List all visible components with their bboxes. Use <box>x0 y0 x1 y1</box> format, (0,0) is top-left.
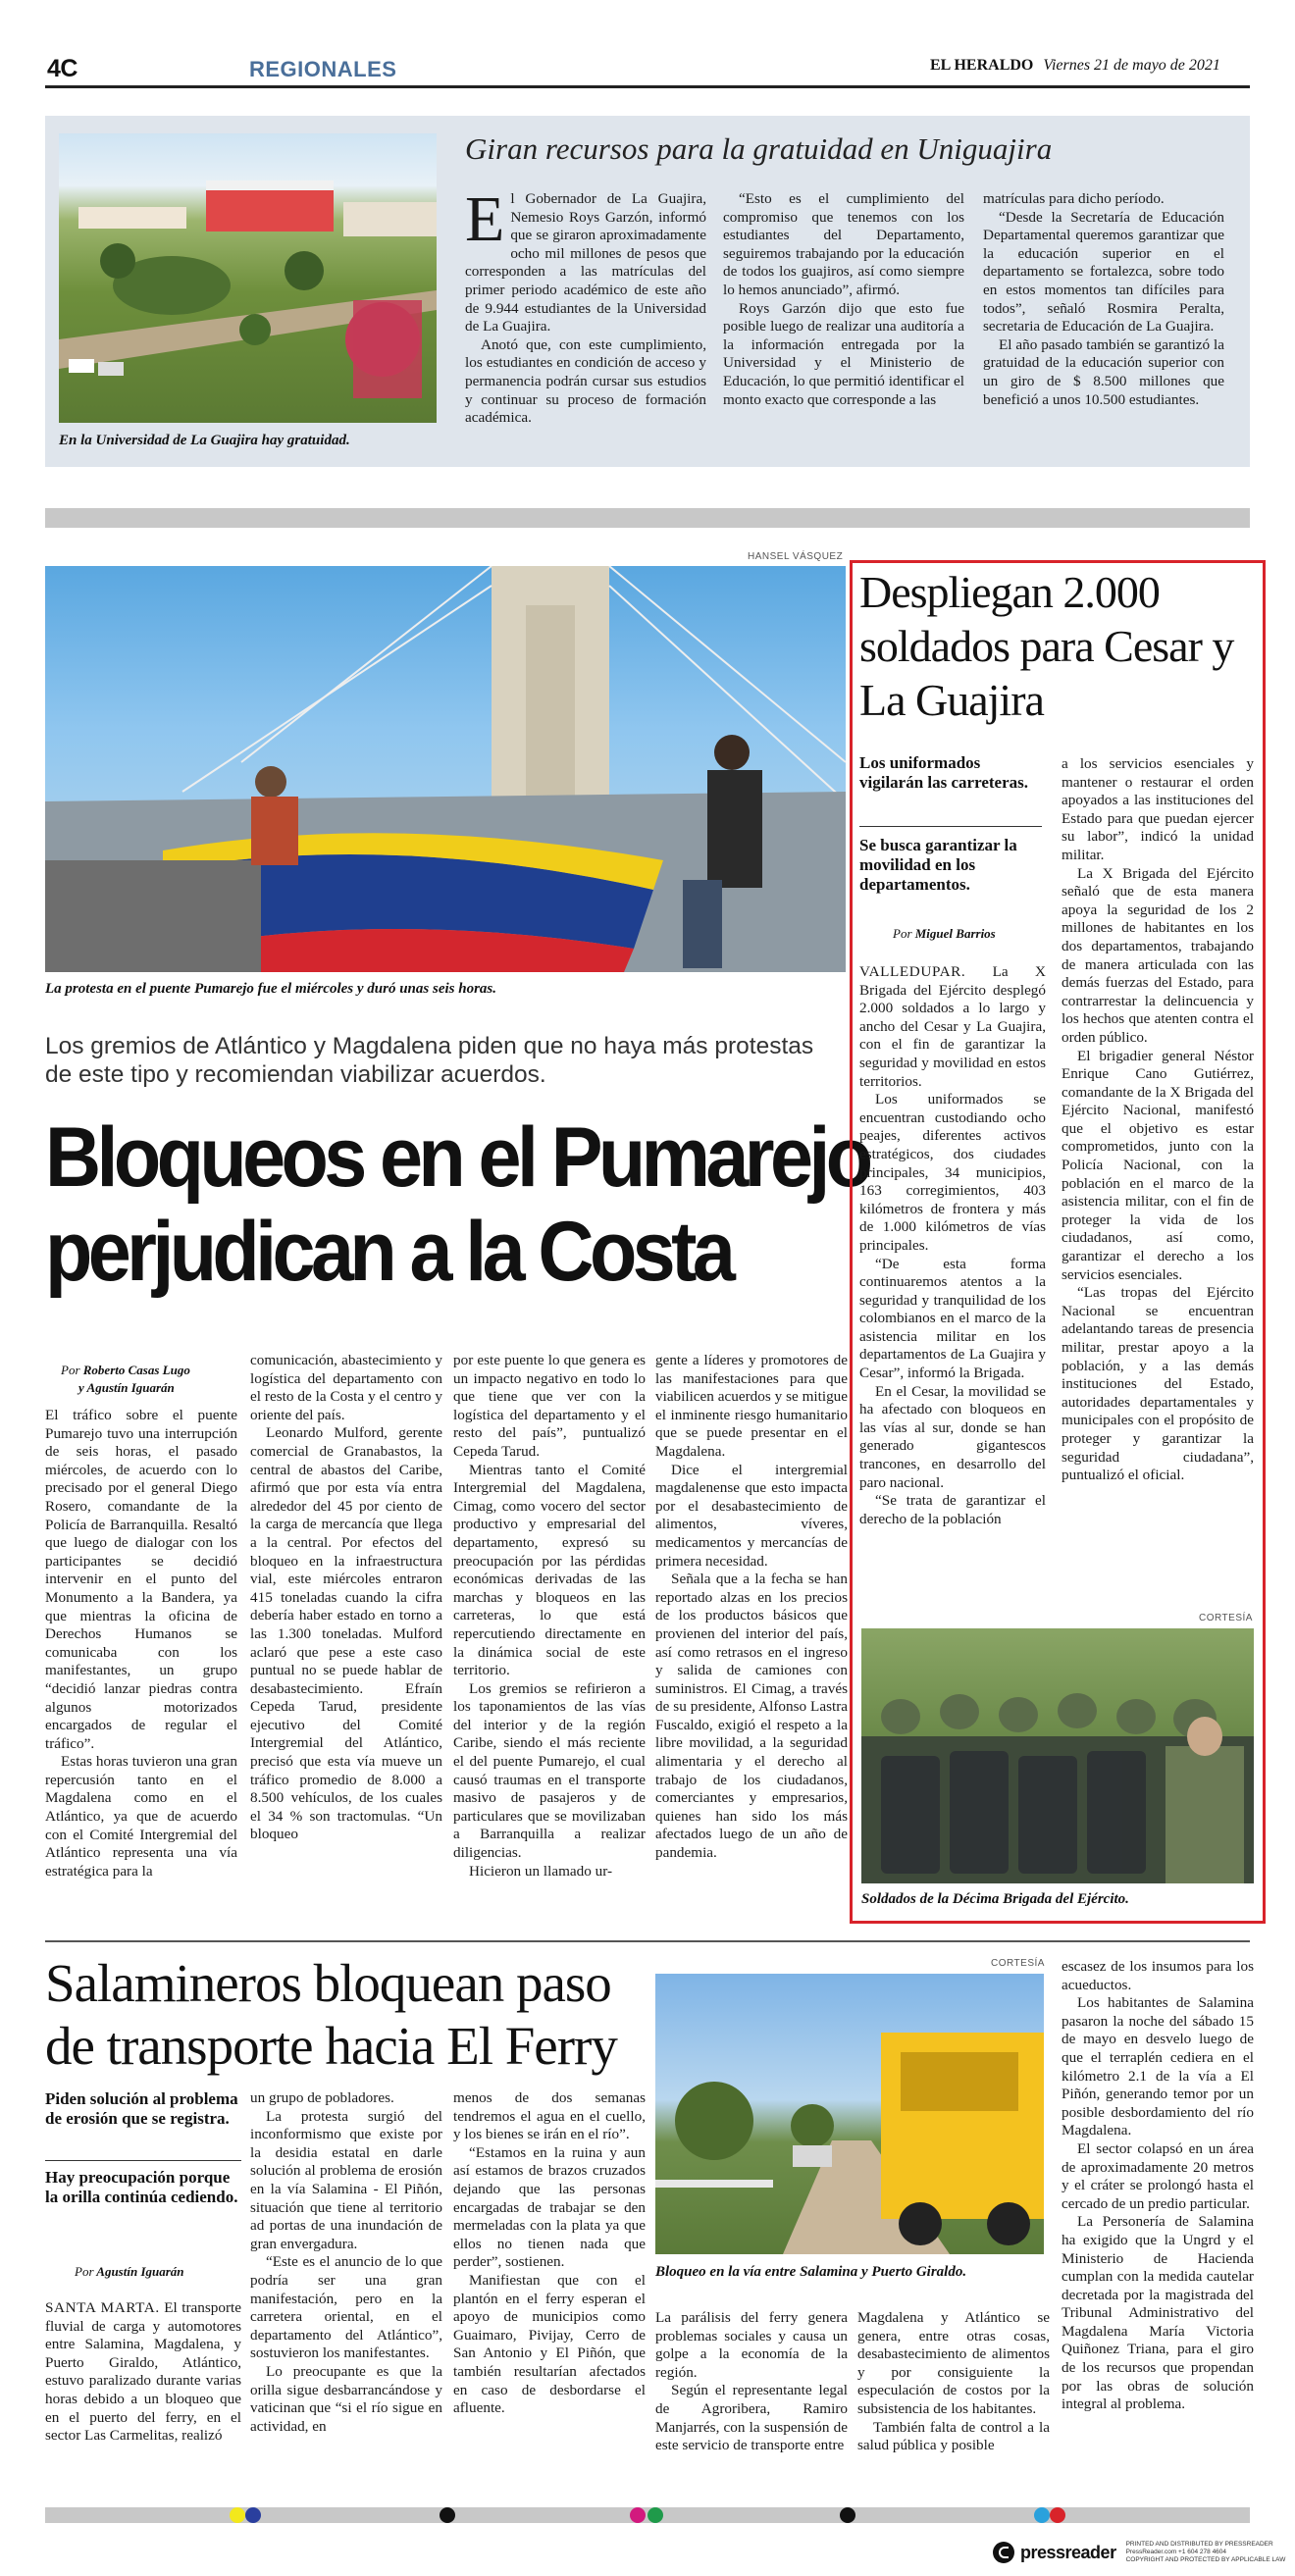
photo-caption: En la Universidad de La Guajira hay gratuidad. <box>59 433 350 448</box>
pressreader-brand: pressreader <box>1020 2542 1116 2562</box>
section-name: REGIONALES <box>249 57 397 81</box>
paper-name: EL HERALDO <box>930 57 1034 74</box>
cyan-mark-icon <box>1034 2507 1050 2523</box>
author: y Agustín Iguarán <box>78 1380 175 1395</box>
paragraph: “Esto es el cumplimiento del compromiso que tenemos con los estudiantes del Departamento, seguiremos trabajando por la educación de todos los guajiros, así como siempre lo hemos anunciado”, afirmó. <box>723 190 964 298</box>
bridge-protest-photo <box>45 566 846 972</box>
paragraph: gente a líderes y promotores de las manifestaciones para que viabilicen acuerdos y se mitigue el inminente riesgo humanitario que se puede presentar en el Magdalena. <box>655 1352 848 1460</box>
magenta-mark-icon <box>630 2507 646 2523</box>
story4-col2 <box>250 2089 442 2496</box>
headline-line: Bloqueos en el Pumarejo <box>45 1110 869 1205</box>
paragraph: l Gobernador de La Guajira, Nemesio Roys Garzón, informó que se giraron aproximadamente ocho mil millones de pesos que corresponden a las matrículas del primer periodo académico de este año de 9.944 estudiantes de la Universidad de La Guajira. <box>465 190 706 335</box>
byline <box>61 1362 190 1397</box>
paragraph: Estas horas tuvieron una gran repercusión tanto en el Magdalena como en el Atlántico, ya que de acuerdo con el Comité Intergremial del Atlántico representa una vía estratégica para la <box>45 1753 237 1880</box>
paragraph: Dice el intergremial magdalenense que esto impacta por el desabastecimiento de alimentos, víveres, medicamentos y mercancías de primera necesidad. <box>655 1461 848 1570</box>
story4-col5 <box>857 2309 1050 2496</box>
pressreader-note: PRINTED AND DISTRIBUTED BY PRESSREADER <box>1125 2541 1273 2548</box>
dateline: SANTA MARTA. <box>45 2299 160 2316</box>
paragraph: matrículas para dicho período. <box>983 190 1165 207</box>
bridge-illustration <box>45 566 846 972</box>
masthead <box>930 57 1220 75</box>
byline <box>75 2264 184 2280</box>
paragraph: Leonardo Mulford, gerente comercial de Granabastos, la central de abastos del Caribe, afirmó que por esta vía entra alrededor del 45 por ciento de la carga de mercancía que llega a la central. Por efectos del bloqueo en la infraestructura vial, este miércoles entraron 415 toneladas cuando la cifra debería haber estado en torno a las 1.300 toneladas. Mulford aclaró que pese a este caso puntual no se puede hablar de desabastecimiento. Efraín Cepeda Tarud, presidente ejecutivo del Comité Intergremial del Atlántico, precisó que esta vía mueve un tráfico promedio de 8.000 a 8.500 vehículos, de los cuales el 34 % son tractomulas. “Un bloqueo <box>250 1424 442 1843</box>
story2-col4 <box>655 1352 848 1902</box>
story4-col6 <box>1062 1958 1254 2496</box>
paragraph: “Este es el anuncio de lo que podría ser una gran manifestación, pero en la carretera oriental, en el departamento del Atlántico”, sostuvieron los manifestantes. <box>250 2253 442 2362</box>
black-mark-icon <box>840 2507 855 2523</box>
story4-col3 <box>453 2089 646 2496</box>
pressreader-info <box>1126 2541 1286 2564</box>
summary: Los uniformados vigilarán las carreteras. <box>859 753 1029 792</box>
green-mark-icon <box>648 2507 663 2523</box>
author: Agustín Iguarán <box>96 2264 184 2279</box>
paragraph: La X Brigada del Ejército señaló que de esta manera apoya la seguridad de los 2 millones de habitantes en los dos departamentos, trabajando de manera articulada con las demás fuerzas del Estado, para contrarrestar la delincuencia y los hechos que atenten contra el orden público. <box>1062 864 1254 1046</box>
header-rule <box>45 85 1250 88</box>
pressreader-url: PressReader.com +1 604 278 4604 <box>1125 2549 1227 2555</box>
paragraph: La Personería de Salamina ha exigido que la Ungrd y el Ministerio de Hacienda cumplan con la medida cautelar decretada por la magistrada del Tribunal Administrativo del Magdalena María Victoria Quiñonez Triana, para el giro de los recursos que propendan por las obras de solución integral al problema. <box>1062 2213 1254 2413</box>
story1-col1 <box>465 190 706 455</box>
deck: Los gremios de Atlántico y Magdalena piden que no haya más protestas de este tipo y recomiendan viabilizar acuerdos. <box>45 1033 814 1088</box>
paragraph: El sector colapsó en un área de aproximadamente 20 metros y el cráter se prolongó hasta el cercado de un predio particular. <box>1062 2139 1254 2212</box>
paragraph: Hicieron un llamado ur- <box>469 1862 613 1880</box>
paragraph: Mientras tanto el Comité Intergremial del Magdalena, Cimag, como vocero del sector productivo y empresarial del departamento, expresó su preocupación por las pérdidas económicas derivadas de las marchas y bloqueos en las carreteras, lo que está repercutiendo directamente en la dinámica social de este territorio. <box>453 1461 646 1679</box>
story1-col3 <box>983 190 1224 455</box>
summary: Piden solución al problema de erosión que se registra. <box>45 2089 238 2128</box>
red-mark-icon <box>1050 2507 1065 2523</box>
photo-credit: CORTESÍA <box>1199 1613 1253 1623</box>
byline-prefix: Por <box>61 1363 80 1377</box>
photo-credit: HANSEL VÁSQUEZ <box>748 551 844 562</box>
blue-mark-icon <box>245 2507 261 2523</box>
paragraph: Señala que a la fecha se han reportado alzas en los precios de los productos básicos que provienen del interior del país, así como retrasos en el ingreso y salida de camiones con suministros. El Cimag, a través de su presidente, Alfonso Lastra Fuscaldo, exigió el respeto a la libre movilidad, a la seguridad alimentaria y el derecho al trabajo de los ciudadanos, comerciantes y empresarios, quienes han sido los más afectados luego de un año de pandemia. <box>655 1571 848 1862</box>
paragraph <box>45 2299 241 2446</box>
paragraph: “Desde la Secretaría de Educación Departamental queremos garantizar que la educación superior en el departamento se fortalezca, sobre todo en estos momentos tan difíciles para todos”, señaló Rosmira Peralta, secretaria de Educación de La Guajira. <box>983 208 1224 335</box>
story2-col3 <box>453 1352 646 1902</box>
pressreader-copyright: COPYRIGHT AND PROTECTED BY APPLICABLE LAW <box>1125 2556 1286 2563</box>
road-illustration <box>655 1974 1044 2254</box>
paragraph-text: La X Brigada del Ejército desplegó 2.000 soldados a lo largo y ancho del Cesar y La Guajira, con el fin de garantizar la seguridad y movilidad en estos territorios. <box>859 963 1046 1090</box>
summary: Se busca garantizar la movilidad en los departamentos. <box>859 836 1017 894</box>
paragraph: comunicación, abastecimiento y logística del departamento con el resto de la Costa y el centro y oriente del país. <box>250 1352 442 1423</box>
paragraph: Los habitantes de Salamina pasaron la noche del sábado 15 de mayo en desvelo luego de que el terraplén cediera en el kilómetro 2.1 de la vía a El Piñón, generando temor por un posible desbordamiento del río Magdalena. <box>1062 1994 1254 2139</box>
paragraph: “Las tropas del Ejército Nacional se encuentran adelantando tareas de presencia militar, prestar apoyo a la población, y a las demás instituciones del Estado, autoridades departamentales y municipales con el propósito de proteger y garantizar la seguridad ciudadana”, puntualizó el oficial. <box>1062 1284 1254 1484</box>
byline-prefix: Por <box>893 926 912 941</box>
photo-caption: La protesta en el puente Pumarejo fue el miércoles y duró unas seis horas. <box>45 981 497 997</box>
paragraph: También falta de control a la salud pública y posible <box>857 2418 1050 2454</box>
campus-illustration <box>59 133 437 423</box>
paragraph: Anotó que, con este cumplimiento, los estudiantes en condición de acceso y permanencia podrán cursar sus estudios y continuar su proceso de formación académica. <box>465 335 706 427</box>
story3-col1 <box>859 963 1046 1567</box>
paragraph: “De esta forma continuaremos atentos a la seguridad y tranquilidad de los colombianos en el marco de la asistencia militar en los departamentos de La Guajira y Cesar”, informó la Brigada. <box>859 1255 1046 1382</box>
section-rule <box>45 1940 1250 1942</box>
paragraph: El año pasado también se garantizó la gratuidad de la educación superior con un giro de $ 8.500 millones que benefició a unos 10.500 estudiantes. <box>983 335 1224 408</box>
paragraph <box>859 963 1046 1091</box>
story1-col2 <box>723 190 964 455</box>
byline <box>893 926 996 942</box>
paragraph: El tráfico sobre el puente Pumarejo tuvo una interrupción de seis horas, el pasado miércoles, de acuerdo con lo precisado por el general Diego Rosero, comandante de la Policía de Barranquilla. Resaltó que luego de dialogar con los participantes se decidió intervenir en el punto del Monumento a la Bandera, ya que mientras la oficina de Derechos Humanos se comunicaba con los manifestantes, un grupo “decidió lanzar piedras contra algunos motorizados encargados de regular el tráfico”. <box>45 1407 237 1752</box>
yellow-mark-icon <box>230 2507 245 2523</box>
pressreader-badge <box>993 2541 1285 2564</box>
photo-caption: Soldados de la Décima Brigada del Ejército. <box>861 1891 1129 1907</box>
soldiers-photo <box>861 1628 1254 1883</box>
paragraph: Roys Garzón dijo que esto fue posible luego de realizar una auditoría a la información entregada por la Universidad y el Ministerio de Educación, lo que permitió identificar el monto exacto que corresponde a las <box>723 299 964 408</box>
university-photo <box>59 133 437 423</box>
headline: Giran recursos para la gratuidad en Uniguajira <box>465 131 1053 166</box>
story4-col1 <box>45 2299 241 2496</box>
paragraph: menos de dos semanas tendremos el agua en el cuello, y los bienes se irán en el río”. <box>453 2089 646 2143</box>
story2-col2 <box>250 1352 442 1902</box>
dateline: VALLEDUPAR. <box>859 963 966 980</box>
paragraph: escasez de los insumos para los acueductos. <box>1062 1958 1254 1993</box>
photo-caption: Bloqueo en la vía entre Salamina y Puerto Giraldo. <box>655 2264 967 2280</box>
headline: Despliegan 2.000 soldados para Cesar y La Guajira <box>859 567 1234 725</box>
soldiers-illustration <box>861 1628 1254 1883</box>
byline-prefix: Por <box>75 2264 94 2279</box>
story4-col4 <box>655 2309 848 2496</box>
paragraph: Los gremios se refirieron a los taponamientos de las vías del interior y de la región Caribe, siendo el más reciente el del puente Pumarejo, el cual causó traumas en el transporte masivo de pasajeros y de particulares que se movilizaban a Barranquilla a realizar diligencias. <box>453 1679 646 1862</box>
pressreader-logo-icon <box>993 2542 1014 2563</box>
summary-rule <box>859 826 1042 827</box>
paragraph: a los servicios esenciales y mantener o restaurar el orden apoyados a las instituciones del Estado para que puedan ejercer su labor”, indicó la unidad militar. <box>1062 755 1254 863</box>
headline-line: perjudican a la Costa <box>45 1205 732 1299</box>
paragraph: En el Cesar, la movilidad se ha afectado con bloqueos en las vías al sur, donde se han generado gigantescos trancones, en desarrollo del paro nacional. <box>859 1382 1046 1491</box>
paragraph: Manifiestan que con el plantón en el ferry esperan el apoyo de municipios como Guaimaro, Pivijay, Cerro de San Antonio y El Piñón, que también resultarían afectados en caso de desbordarse el afluente. <box>453 2271 646 2417</box>
summary: Hay preocupación porque la orilla continúa cediendo. <box>45 2168 238 2206</box>
paragraph: Magdalena y Atlántico se genera, entre otras cosas, desabastecimiento de alimentos y por consiguiente la especulación de costos por la subsistencia de los habitantes. <box>857 2309 1050 2417</box>
headline <box>45 1110 868 1299</box>
section-divider <box>45 508 1250 528</box>
paragraph: Los uniformados se encuentran custodiando ocho peajes, diferentes activos estratégicos, dos ciudades principales, 34 municipios, 163 corregimientos, 403 kilómetros de frontera y más de 1.000 kilómetros de vías principales. <box>859 1091 1046 1254</box>
photo-credit: CORTESÍA <box>991 1958 1045 1969</box>
paragraph: El brigadier general Néstor Enrique Cano Gutiérrez, comandante de la X Brigada del Ejército Nacional, manifestó que el objetivo es estar comprometidos, junto con la Policía Nacional, con la población en el marco de la asistencia militar, con el fin de proteger la vida de los ciudadanos, así como, garantizar el derecho a los servicios esenciales. <box>1062 1047 1254 1283</box>
road-blockade-photo <box>655 1974 1044 2254</box>
author: Roberto Casas Lugo <box>82 1363 190 1377</box>
issue-date: Viernes 21 de mayo de 2021 <box>1043 57 1220 74</box>
black-mark-icon <box>440 2507 455 2523</box>
paragraph: por este puente lo que genera es un impacto negativo en todo lo que tiene que ver con la logística del departamento y el resto del país”, puntualizó Cepeda Tarud. <box>453 1352 646 1460</box>
paragraph: La parálisis del ferry genera problemas sociales y causa un golpe a la economía de la región. <box>655 2309 848 2381</box>
headline <box>45 1952 617 2078</box>
summary-rule <box>45 2160 241 2161</box>
story3-col2 <box>1062 755 1254 1589</box>
story2-col1 <box>45 1407 237 1902</box>
author: Miguel Barrios <box>914 926 996 941</box>
paragraph: La protesta surgió del inconformismo que existe por la desidia estatal en darle solución al problema de erosión en la vía Salamina - El Piñón, situación que tiene al territorio ad portas de una inundación de gran envergadura. <box>250 2107 442 2252</box>
page-number: 4C <box>47 55 78 82</box>
paragraph: un grupo de pobladores. <box>250 2089 394 2106</box>
headline-line: de transporte hacia El Ferry <box>45 2016 617 2076</box>
drop-cap: E <box>465 190 505 255</box>
headline-line: Salamineros bloquean paso <box>45 1953 611 2013</box>
paragraph: “Estamos en la ruina y aun así estamos de brazos cruzados dejando que las personas encargadas de trabajar se den mermeladas con la plata ya que ellos no tienen nada que perder”, sostienen. <box>453 2143 646 2271</box>
paragraph: Lo preocupante es que la orilla sigue desbarrancándose y vaticinan que “si el río sigue en actividad, en <box>250 2362 442 2435</box>
paragraph-text: El transporte fluvial de carga y automotores entre Salamina, Magdalena, y Puerto Giraldo, Atlántico, estuvo paralizado durante varias horas debido a un bloqueo que en el puerto del ferry, en el sector Las Carmelitas, realizó <box>45 2299 241 2445</box>
paragraph: Según el representante legal de Agroribera, Ramiro Manjarrés, con la suspensión de este servicio de transporte entre <box>655 2382 848 2454</box>
registration-marks <box>0 2507 1295 2523</box>
paragraph: “Se trata de garantizar el derecho de la población <box>859 1492 1046 1527</box>
